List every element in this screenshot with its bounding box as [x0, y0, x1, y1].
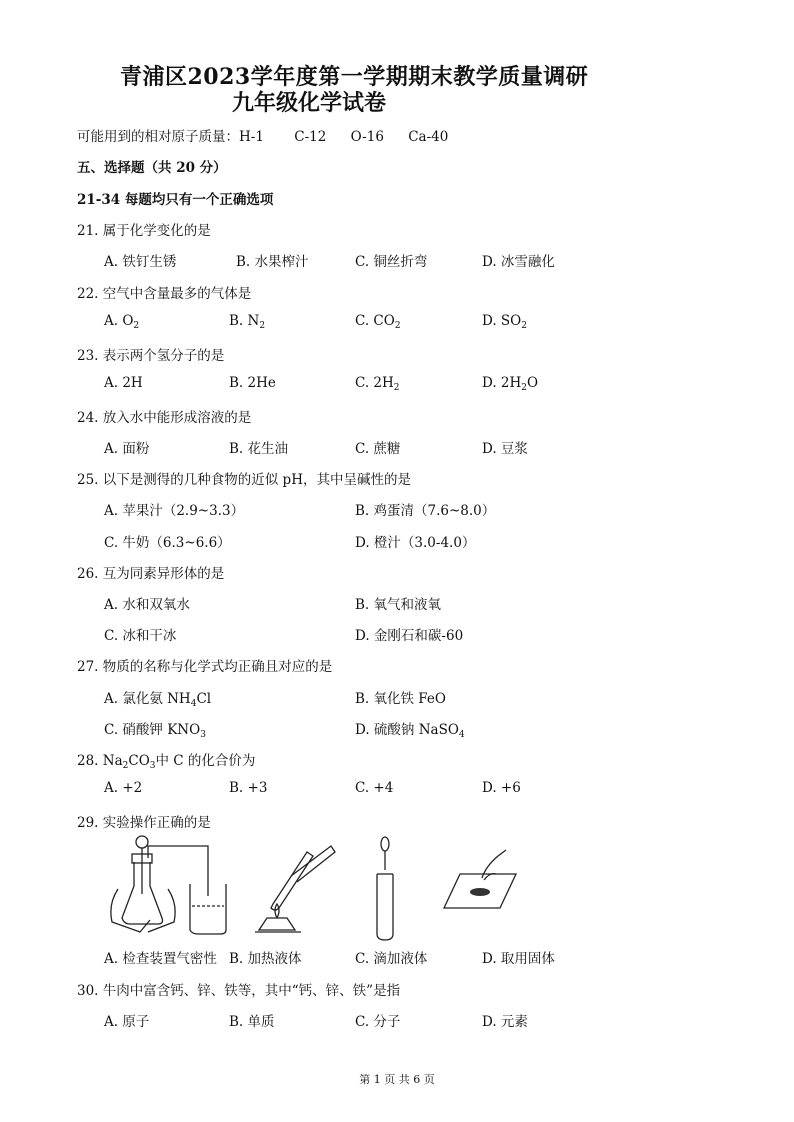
- airtightness-check-figure: [100, 834, 230, 939]
- q27-option-a[interactable]: A. 氯化氨 $NH_4Cl$: [104, 691, 212, 709]
- section-subtitle: 21-34 每题均只有一个正确选项: [77, 192, 274, 208]
- q30-option-b[interactable]: B. 单质: [229, 1014, 275, 1030]
- q22-option-d[interactable]: D. $SO_2$: [482, 313, 527, 331]
- atomic-masses: [77, 125, 448, 145]
- flame-drawing: [275, 904, 279, 918]
- delivery-tube-drawing: [148, 846, 208, 896]
- solid-pile-drawing: [470, 888, 490, 896]
- q25-option-a[interactable]: A. 苹果汁（2.9~3.3）: [104, 503, 245, 519]
- q30-option-d[interactable]: D. 元素: [482, 1014, 528, 1030]
- bulb-drawing: [136, 836, 148, 848]
- q27-option-d[interactable]: D. 硫酸钠 NaSO$_4$: [355, 722, 465, 740]
- q25-option-b[interactable]: B. 鸡蛋清（7.6~8.0）: [355, 503, 496, 519]
- test-tube-c-drawing: [377, 874, 393, 940]
- q29-option-d[interactable]: D. 取用固体: [482, 951, 555, 967]
- q24-option-c[interactable]: C. 蔗糖: [355, 441, 401, 457]
- q21-option-a[interactable]: A. 铁钉生锈: [104, 254, 177, 270]
- question-30-stem: 30. 牛肉中富含钙、锌、铁等，其中“钙、锌、铁”是指: [77, 983, 401, 999]
- q26-option-b[interactable]: B. 氧气和液氧: [355, 597, 442, 613]
- q23-option-b[interactable]: B. 2He: [229, 375, 276, 391]
- q21-option-d[interactable]: D. 冰雪融化: [482, 254, 555, 270]
- test-tube-drawing: [271, 852, 313, 910]
- q26-option-d[interactable]: D. 金刚石和碳-60: [355, 628, 464, 644]
- q27-option-b[interactable]: B. 氧化铁 FeO: [355, 691, 446, 707]
- q24-option-d[interactable]: D. 豆浆: [482, 441, 528, 457]
- heating-liquid-figure: [245, 840, 345, 940]
- dropper-bulb-drawing: [381, 837, 389, 851]
- q28-option-d[interactable]: D. +6: [482, 780, 521, 796]
- q25-option-d[interactable]: D. 橙汁（3.0-4.0）: [355, 535, 476, 551]
- q23-option-c[interactable]: C. $2H_2$: [355, 375, 400, 393]
- q29-option-b[interactable]: B. 加热液体: [229, 951, 302, 967]
- q22-option-b[interactable]: B. $N_2$: [229, 313, 266, 331]
- q25-option-c[interactable]: C. 牛奶（6.3~6.6）: [104, 535, 231, 551]
- taking-solid-figure: [440, 846, 520, 916]
- exam-subtitle: 九年级化学试卷: [232, 90, 387, 116]
- mass-c: C-12: [294, 129, 327, 145]
- mass-o: O-16: [350, 129, 384, 145]
- section-title: 五、选择题（共 20 分）: [77, 160, 227, 176]
- alcohol-lamp-drawing: [259, 918, 295, 930]
- q26-option-a[interactable]: A. 水和双氧水: [104, 597, 190, 613]
- q29-option-c[interactable]: C. 滴加液体: [355, 951, 428, 967]
- mass-h: H-1: [239, 129, 264, 145]
- question-22-stem: 22. 空气中含量最多的气体是: [77, 286, 252, 302]
- dropping-liquid-figure: [365, 836, 405, 941]
- question-21-stem: 21. 属于化学变化的是: [77, 223, 211, 239]
- exam-title: 青浦区2023学年度第一学期期末教学质量调研: [120, 64, 589, 90]
- question-25-stem: 25. 以下是测得的几种食物的近似 pH，其中呈碱性的是: [77, 472, 411, 488]
- q21-option-c[interactable]: C. 铜丝折弯: [355, 254, 428, 270]
- page-footer: 第 1 页 共 6 页: [359, 1073, 435, 1086]
- q28-option-b[interactable]: B. +3: [229, 780, 268, 796]
- q24-option-b[interactable]: B. 花生油: [229, 441, 289, 457]
- q28-option-c[interactable]: C. +4: [355, 780, 394, 796]
- question-24-stem: 24. 放入水中能形成溶液的是: [77, 410, 252, 426]
- right-hand-drawing: [148, 889, 175, 932]
- q23-option-d[interactable]: D. $2H_2O$: [482, 375, 539, 393]
- q22-option-a[interactable]: A. $O_2$: [104, 313, 140, 331]
- q27-option-c[interactable]: C. 硝酸钾 $KNO_3$: [104, 722, 206, 740]
- q23-option-a[interactable]: A. 2H: [104, 375, 143, 391]
- q29-option-a[interactable]: A. 检查装置气密性: [104, 951, 217, 967]
- q30-option-a[interactable]: A. 原子: [104, 1014, 150, 1030]
- question-26-stem: 26. 互为同素异形体的是: [77, 566, 225, 582]
- question-27-stem: 27. 物质的名称与化学式均正确且对应的是: [77, 659, 333, 675]
- q24-option-a[interactable]: A. 面粉: [104, 441, 150, 457]
- question-29-stem: 29. 实验操作正确的是: [77, 815, 211, 831]
- q30-option-c[interactable]: C. 分子: [355, 1014, 401, 1030]
- atomic-masses-label: 可能用到的相对原子质量：: [77, 129, 239, 145]
- q28-option-a[interactable]: A. +2: [104, 780, 143, 796]
- q22-option-c[interactable]: C. $CO_2$: [355, 313, 401, 331]
- question-28-stem: 28. $Na_2CO_3$中 C 的化合价为: [77, 753, 256, 771]
- question-23-stem: 23. 表示两个氢分子的是: [77, 348, 225, 364]
- q26-option-c[interactable]: C. 冰和干冰: [104, 628, 177, 644]
- mass-ca: Ca-40: [408, 129, 449, 145]
- tube-holder-drawing: [291, 846, 335, 882]
- q21-option-b[interactable]: B. 水果榨汁: [236, 254, 309, 270]
